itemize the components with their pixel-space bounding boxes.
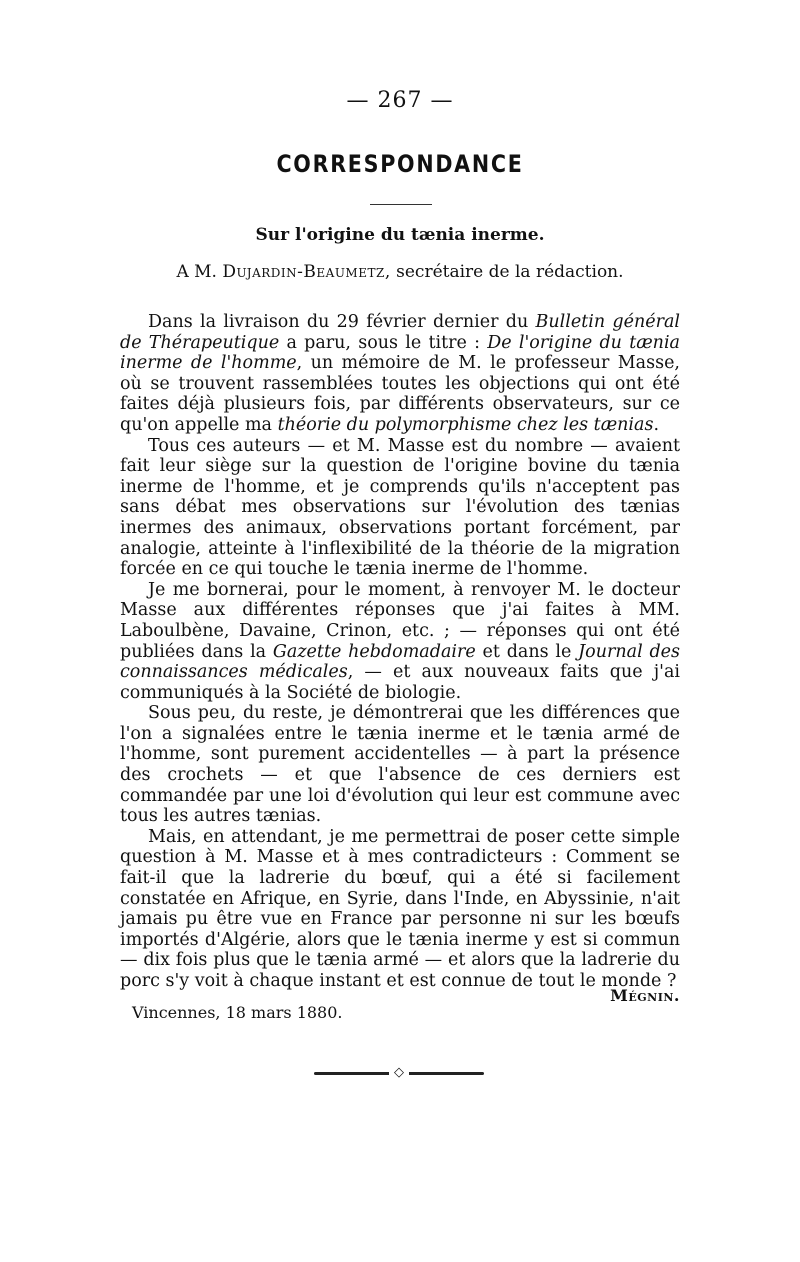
- paragraph-4: Sous peu, du reste, je démontrerai que les différences que l'on a signalées entre le tænia inerme et le tænia armé de l'homme, sont purement accidentelles — à part la présence des crochets — et que l'absence de ces derniers est commandée par une loi d'évolution qui leur est commune avec tous les autres tænias.: [120, 703, 680, 827]
- letter-body: [120, 312, 680, 992]
- recipient-role: secrétaire de la rédaction.: [396, 262, 624, 282]
- paragraph-5: Mais, en attendant, je me permettrai de poser cette simple question à M. Masse et à mes contradicteurs : Comment se fait-il que la ladrerie du bœuf, qui a été si facilement constatée en Afrique, en Syrie, dans l'Inde, en Abyssinie, n'ait jamais pu être vue en France par personne ni sur les bœufs importés d'Algérie, alors que le tænia inerme y est si commun — dix fois plus que le tænia armé — et alors que la ladrerie du porc s'y voit à chaque instant et est connue de tout le monde ?: [120, 826, 680, 991]
- article-title: Sur l'origine du tænia inerme.: [255, 225, 545, 245]
- recipient-name: Dujardin-Beaumetz,: [222, 262, 391, 282]
- memoir-title: De l'origine du tænia inerme de l'homme: [120, 332, 680, 374]
- paragraph-2: Tous ces auteurs — et M. Masse est du nombre — avaient fait leur siège sur la question de l'origine bovine du tænia inerme de l'homme, et je comprends qu'ils n'acceptent pas sans débat mes observations sur l'évolution des tænias inermes des animaux, observations portant forcément, par analogie, atteinte à l'inflexibilité de la théorie de la migration forcée en ce qui touche le tænia inerme de l'homme.: [120, 435, 680, 580]
- address-line: [0, 262, 800, 282]
- page-number: — 267 —: [346, 88, 454, 113]
- journal-title-2: Journal des connaissances médicales: [120, 641, 681, 683]
- heading-divider: [370, 204, 432, 205]
- journal-title: Bulletin général de Thérapeutique: [120, 312, 680, 353]
- dateline: Vincennes, 18 mars 1880.: [132, 1003, 343, 1022]
- signature: Mégnin.: [610, 986, 680, 1005]
- theory-name: théorie du polymorphisme chez les tænias: [277, 414, 654, 435]
- paragraph-1: Dans la livraison du 29 février dernier du Bulletin général de Thérapeutique a paru, sous le titre : De l'origine du tænia inerme de l'homme, un mémoire de M. le professeur Masse, où se trouvent rassemblées toutes les objections qui ont été faites déjà plusieurs fois, par différents observateurs, sur ce qu'on appelle ma théorie du polymorphisme chez les tænias.: [120, 312, 680, 435]
- paragraph-3: Je me bornerai, pour le moment, à renvoyer M. le docteur Masse aux différentes réponses que j'ai faites à MM. Laboulbène, Davaine, Crinon, etc. ; — réponses qui ont été publiées dans la Gazette hebdomadaire et dans le Journal des connaissances médicales, — et aux nouveaux faits que j'ai communiqués à la Société de biologie.: [120, 579, 681, 703]
- address-prefix: A M.: [176, 262, 217, 282]
- section-heading: CORRESPONDANCE: [276, 150, 524, 178]
- gazette-title: Gazette hebdomadaire: [272, 641, 476, 662]
- end-ornament-icon: ◇: [389, 1065, 409, 1081]
